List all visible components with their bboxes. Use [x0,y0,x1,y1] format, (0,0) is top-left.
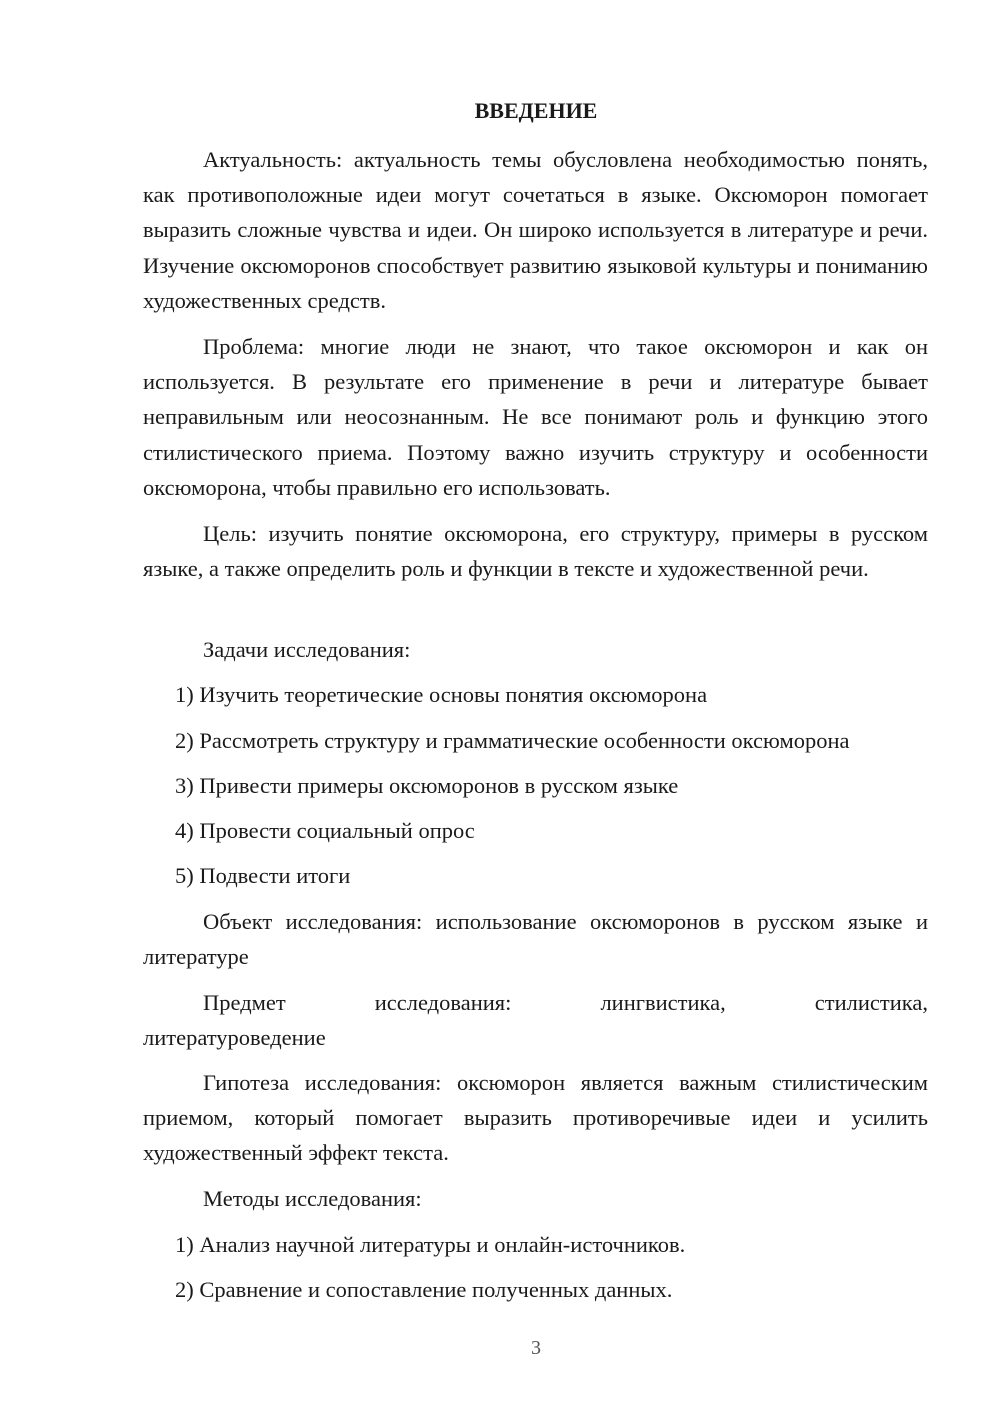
methods-title: Методы исследования: [203,1186,422,1211]
object-paragraph: Объект исследования: использование оксюморонов в русском языке и литературе [143,909,928,970]
subject-word: стилистика, [814,990,928,1015]
subject-word: лингвистика, [600,990,726,1015]
task-item: 5) Подвести итоги [175,863,351,888]
problem-paragraph: Проблема: многие люди не знают, что такое оксюморон и как он используется. В результате его применение в речи и литературе бывает неправильным или неосознанным. Не все понимают роль и функцию этого стилистического приема. Поэтому важно изучить структуру и особенности оксюморона, чтобы правильно его использовать. [143,334,928,500]
subject-last-line: литературоведение [143,1025,326,1051]
task-item: 4) Провести социальный опрос [175,818,475,843]
task-item: 1) Изучить теоретические основы понятия оксюморона [175,682,708,707]
subject-word: Предмет [203,990,286,1015]
page-title: ВВЕДЕНИЕ [474,98,598,123]
subject-paragraph [143,985,928,1055]
tasks-title: Задачи исследования: [203,637,411,662]
goal-paragraph: Цель: изучить понятие оксюморона, его структуру, примеры в русском языке, а также определить роль и функции в тексте и художественной речи. [143,521,928,582]
page-number: 3 [531,1337,541,1359]
method-item: 1) Анализ научной литературы и онлайн-источников. [175,1232,686,1257]
relevance-paragraph: Актуальность: актуальность темы обусловлена необходимостью понять, как противоположные идеи могут сочетаться в языке. Оксюморон помогает выразить сложные чувства и идеи. Он широко используется в литературе и речи. Изучение оксюморонов способствует развитию языковой культуры и пониманию художественных средств. [143,147,928,313]
subject-word: исследования: [374,990,512,1015]
method-item: 2) Сравнение и сопоставление полученных данных. [175,1277,673,1302]
task-item: 3) Привести примеры оксюморонов в русском языке [175,773,679,798]
hypothesis-paragraph: Гипотеза исследования: оксюморон является важным стилистическим приемом, который помогает выразить противоречивые идеи и усилить художественный эффект текста. [143,1070,928,1166]
task-item: 2) Рассмотреть структуру и грамматические особенности оксюморона [175,728,850,753]
